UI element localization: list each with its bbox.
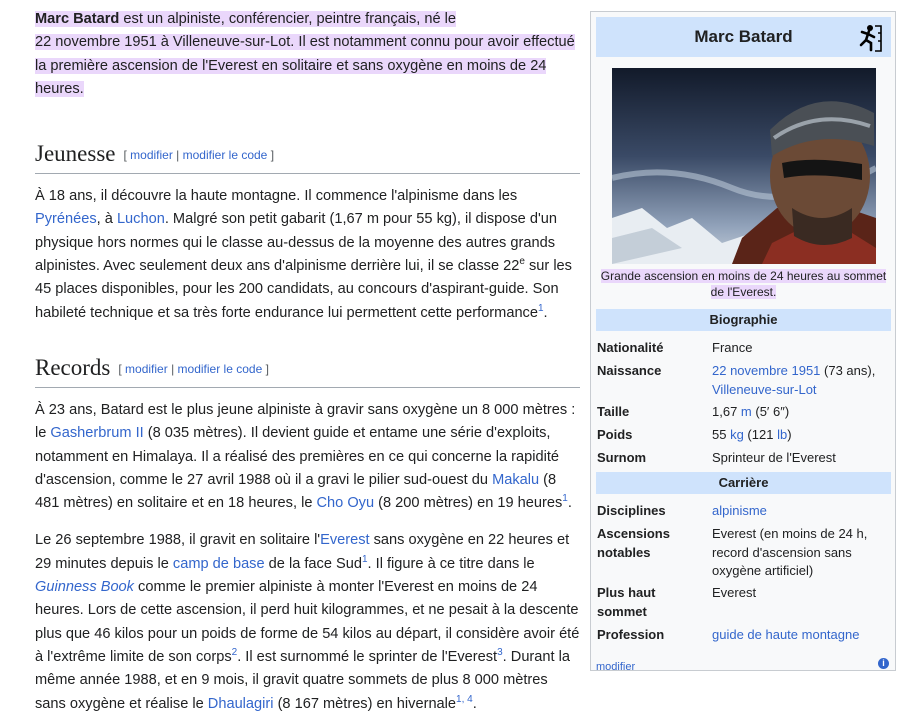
value-plus-haut: Everest	[712, 585, 757, 600]
link-unit-lb[interactable]: lb	[777, 427, 788, 442]
section-heading-jeunesse: Jeunesse [ modifier | modifier le code ]	[35, 139, 580, 174]
label-nationalite: Nationalité	[597, 340, 664, 355]
link-birth-date[interactable]: 22 novembre 1951	[712, 363, 821, 378]
link-gasherbrum[interactable]: Gasherbrum II	[50, 425, 144, 442]
value-taille: 1,67 m (5′ 6″)	[712, 404, 790, 419]
value-naissance: 22 novembre 1951 (73 ans), Villeneuve-sur-Lot	[712, 363, 876, 397]
reference-link[interactable]: 1	[537, 302, 544, 314]
edit-source-link[interactable]: modifier le code	[182, 148, 268, 163]
reference-link[interactable]: 1, 4	[456, 693, 473, 705]
section-carriere: Carrière	[596, 472, 891, 494]
link-dhaulagiri[interactable]: Dhaulagiri	[207, 695, 274, 712]
intro-paragraph	[35, 8, 580, 101]
edit-source-link[interactable]: modifier le code	[177, 361, 263, 376]
link-camp-de-base[interactable]: camp de base	[172, 555, 265, 572]
article-body	[35, 8, 580, 716]
label-naissance: Naissance	[597, 363, 662, 378]
infobox-edit-link[interactable]: modifier	[596, 661, 636, 673]
subject-name: Marc Batard	[35, 11, 120, 27]
reference-link[interactable]: 1	[562, 493, 568, 505]
value-surnom: Sprinteur de l'Everest	[712, 450, 836, 465]
jeunesse-paragraph: À 18 ans, il découvre la haute montagne. Il commence l'alpinisme dans les Pyrénées, à Luchon. Malgré son petit gabarit (1,67 m pour 55 kg), il dispose d'un physique hors normes qui le classe au-dessus de la moyenne des autres grands alpinistes. Avec seulement deux ans d'alpinisme derrière lui, il se classe 22e sur les 45 places disponibles, pour les 200 candidats, au concours d'aspirant-guide. Son habileté technique et sa très forte endurance lui permettent cette performance$^1$.	[35, 188, 572, 321]
section-heading-records: Records [ modifier | modifier le code ]	[35, 353, 580, 388]
reference-link[interactable]: 2	[231, 647, 238, 659]
label-ascensions: Ascensions notables	[597, 526, 670, 560]
value-disciplines	[712, 502, 890, 521]
infobox-title: Marc Batard	[596, 17, 891, 57]
value-profession	[712, 626, 890, 645]
photo-caption: Grande ascension en moins de 24 heures au sommet de l'Everest.	[600, 269, 887, 299]
reference-link[interactable]: 1	[361, 553, 368, 565]
portrait-photo[interactable]	[612, 68, 876, 264]
edit-section-link[interactable]: modifier	[125, 361, 168, 376]
label-poids: Poids	[597, 427, 633, 442]
label-surnom: Surnom	[597, 450, 647, 465]
value-ascensions: Everest (en moins de 24 h, record d'ascension sans oxygène artificiel)	[712, 526, 868, 578]
label-profession: Profession	[597, 627, 665, 642]
label-plus-haut: Plus haut sommet	[597, 585, 656, 619]
intro-highlight: Marc Batard est un alpiniste, conférencier, peintre français, né le 22 novembre 1951 à Villeneuve-sur-Lot. Il est notamment connu pour avoir effectué la première ascension de l'Everest en solitaire et sans oxygène en moins de 24 heures.	[35, 11, 575, 97]
link-guinness-book[interactable]: Guinness Book	[35, 579, 134, 596]
records-paragraph-1: À 23 ans, Batard est le plus jeune alpiniste à gravir sans oxygène un 8 000 mètres : le Gasherbrum II (8 035 mètres). Il devient guide et entame une série d'exploits, notamment en Himalaya. Il a réalisé des premières en ce qui concerne la rapidité d'ascension, comme le 27 avril 1988 où il a gravi le pilier sud-ouest du Makalu (8 481 mètres) en solitaire et en 18 heures, le Cho Oyu (8 200 mètres) en 19 heures$^1$.	[35, 401, 576, 512]
label-taille: Taille	[597, 404, 630, 419]
info-icon[interactable]: i	[878, 658, 889, 669]
link-alpinisme[interactable]: alpinisme	[712, 503, 767, 518]
link-unit-kg[interactable]: kg	[730, 427, 744, 442]
link-cho-oyu[interactable]: Cho Oyu	[316, 495, 375, 512]
portrait-image	[612, 68, 876, 264]
link-everest[interactable]: Everest	[320, 532, 370, 549]
link-profession[interactable]: guide de haute montagne	[712, 627, 860, 642]
value-nationalite: France	[712, 340, 753, 355]
section-biographie: Biographie	[596, 309, 891, 331]
infobox	[590, 11, 896, 671]
label-disciplines: Disciplines	[597, 503, 666, 518]
section-edit-links: [ modifier | modifier le code ]	[123, 148, 275, 163]
value-poids: 55 kg (121 lb)	[712, 427, 792, 442]
reference-link[interactable]: 3	[497, 647, 503, 659]
records-paragraph-2: Le 26 septembre 1988, il gravit en solitaire l'Everest sans oxygène en 22 heures et 29 minutes depuis le camp de base de la face Sud$^1$. Il figure à ce titre dans le Guinness Book comme le premier alpiniste à monter l'Everest en moins de 24 heures. Lors de cette ascension, il perd huit kilogrammes, et ne pesait à la descente plus que 46 kilos pour un poids de forme de 54 kilos au départ, il considère avoir été à l'extrême limite de son corps$^2$. Il est surnommé le sprinter de l'Everest$^3$. Durant la même année 1988, et en 9 mois, il gravit quatre sommets de plus 8 000 mètres sans oxygène et réalise le Dhaulagiri (8 167 mètres) en hivernale$^{1, 4}$.	[35, 532, 580, 712]
climber-icon	[855, 23, 885, 53]
link-pyrenees[interactable]: Pyrénées	[35, 211, 97, 228]
link-birth-place[interactable]: Villeneuve-sur-Lot	[712, 381, 817, 397]
section-edit-links: [ modifier | modifier le code ]	[118, 361, 269, 376]
link-unit-m[interactable]: m	[740, 404, 752, 419]
edit-section-link[interactable]: modifier	[130, 148, 173, 163]
link-makalu[interactable]: Makalu	[492, 471, 540, 488]
link-luchon[interactable]: Luchon	[116, 211, 165, 228]
